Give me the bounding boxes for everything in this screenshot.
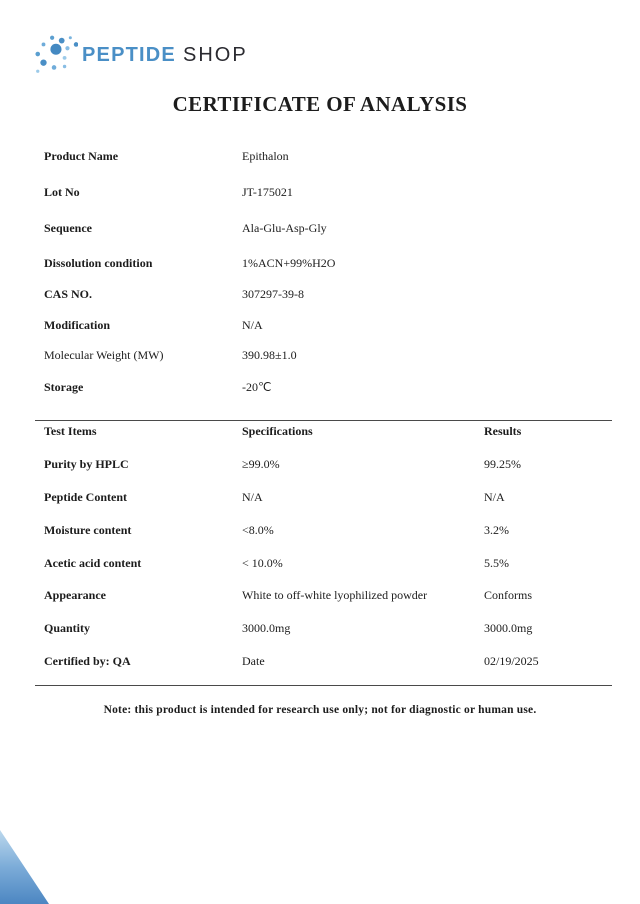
test-item: Quantity — [44, 621, 91, 635]
table-row — [0, 588, 640, 621]
divider-line-bottom — [35, 685, 612, 686]
info-value: 390.98±1.0 — [242, 348, 297, 362]
info-label: Storage — [44, 380, 84, 394]
info-label: Dissolution condition — [44, 256, 153, 270]
result: 3000.0mg — [484, 621, 533, 635]
result: 5.5% — [484, 556, 509, 570]
molecule-dots-icon — [32, 32, 78, 78]
info-label: Sequence — [44, 221, 92, 235]
divider-line-top — [35, 420, 612, 421]
result: Conforms — [484, 588, 532, 602]
info-row — [0, 380, 640, 412]
test-item: Moisture content — [44, 523, 132, 537]
disclaimer-note: Note: this product is intended for research use only; not for diagnostic or human use. — [103, 704, 537, 716]
table-row — [0, 490, 640, 523]
info-value: -20℃ — [242, 380, 272, 394]
info-label: Lot No — [44, 185, 80, 199]
info-value: JT-175021 — [242, 185, 293, 199]
test-item: Purity by HPLC — [44, 457, 129, 471]
page-title: CERTIFICATE OF ANALYSIS — [172, 92, 468, 116]
info-value: 1%ACN+99%H2O — [242, 256, 336, 270]
product-info-section — [0, 149, 640, 412]
result: 99.25% — [484, 457, 521, 471]
test-results-table — [0, 424, 640, 685]
info-row — [0, 185, 640, 221]
result: 02/19/2025 — [484, 654, 539, 668]
specification: N/A — [242, 490, 263, 504]
info-label: CAS NO. — [44, 287, 93, 301]
test-item: Appearance — [44, 588, 106, 602]
result: N/A — [484, 490, 505, 504]
test-item: Acetic acid content — [44, 556, 142, 570]
info-value: 307297-39-8 — [242, 287, 304, 301]
table-row — [0, 621, 640, 654]
test-item: Certified by: QA — [44, 654, 131, 668]
info-row — [0, 318, 640, 348]
brand-name-primary: PEPTIDE — [82, 44, 176, 66]
test-item: Peptide Content — [44, 490, 127, 504]
specification: Date — [242, 654, 265, 668]
table-row — [0, 556, 640, 588]
info-label: Modification — [44, 318, 110, 332]
info-label: Product Name — [44, 149, 119, 163]
specification: <8.0% — [242, 523, 274, 537]
brand-name-secondary: SHOP — [182, 44, 248, 66]
specification: < 10.0% — [242, 556, 283, 570]
brand-logo — [32, 32, 248, 78]
column-header: Specifications — [242, 424, 313, 438]
table-row — [0, 457, 640, 490]
table-row — [0, 654, 640, 685]
column-header: Test Items — [44, 424, 97, 438]
brand-wordmark — [82, 32, 248, 78]
table-header-row — [0, 424, 640, 457]
table-row — [0, 523, 640, 556]
info-row — [0, 149, 640, 185]
specification: ≥99.0% — [242, 457, 280, 471]
info-row — [0, 287, 640, 318]
specification: 3000.0mg — [242, 621, 291, 635]
info-row — [0, 348, 640, 380]
info-label: Molecular Weight (MW) — [44, 348, 164, 362]
info-value: N/A — [242, 318, 263, 332]
info-value: Ala-Glu-Asp-Gly — [242, 221, 327, 235]
corner-accent — [0, 830, 49, 904]
info-row — [0, 256, 640, 287]
info-value: Epithalon — [242, 149, 289, 163]
info-row — [0, 221, 640, 256]
result: 3.2% — [484, 523, 509, 537]
column-header: Results — [484, 424, 522, 438]
specification: White to off-white lyophilized powder — [242, 588, 428, 602]
